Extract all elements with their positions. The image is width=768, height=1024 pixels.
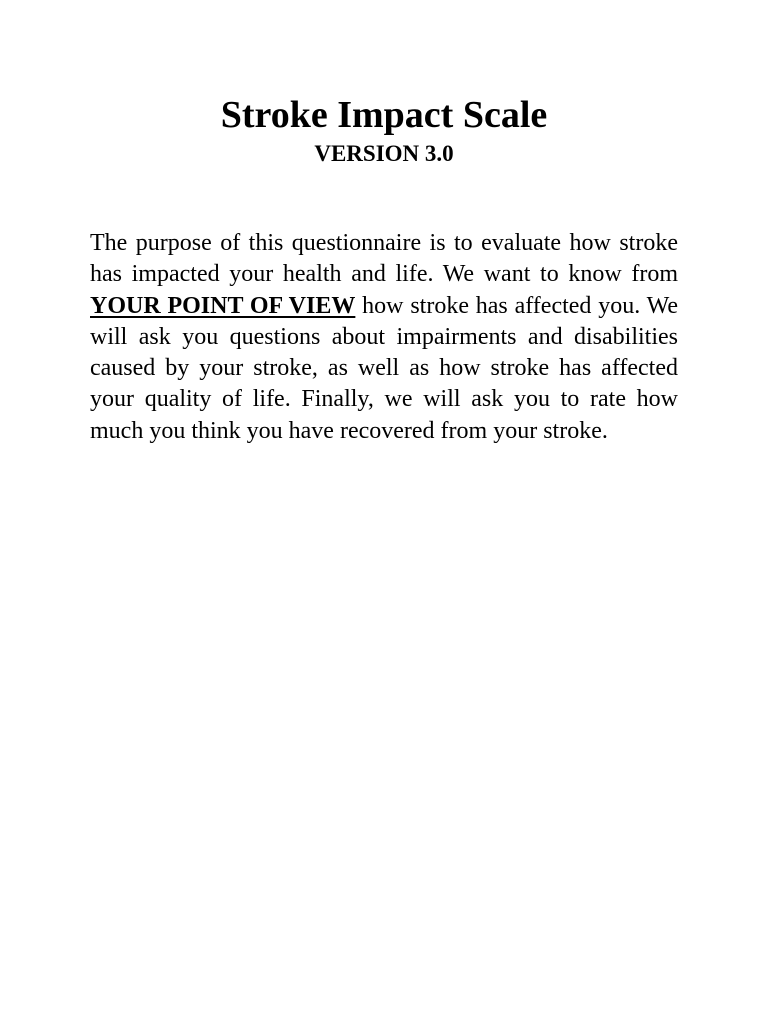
intro-text-part1: The purpose of this questionnaire is to evaluate how stroke has impacted your health and life. We want to know from: [90, 230, 678, 288]
intro-emphasis: YOUR POINT OF VIEW: [90, 292, 356, 319]
intro-text-part2: how stroke has affected you. We will ask you questions about impairments and disabilities caused by your stroke, as well as how stroke has affected your quality of life. Finally, we will ask you to rate how much you think you have recovered from your stroke.: [90, 292, 678, 444]
intro-paragraph: [90, 228, 678, 447]
document-title: Stroke Impact Scale: [220, 94, 548, 136]
document-version: VERSION 3.0: [314, 141, 454, 166]
